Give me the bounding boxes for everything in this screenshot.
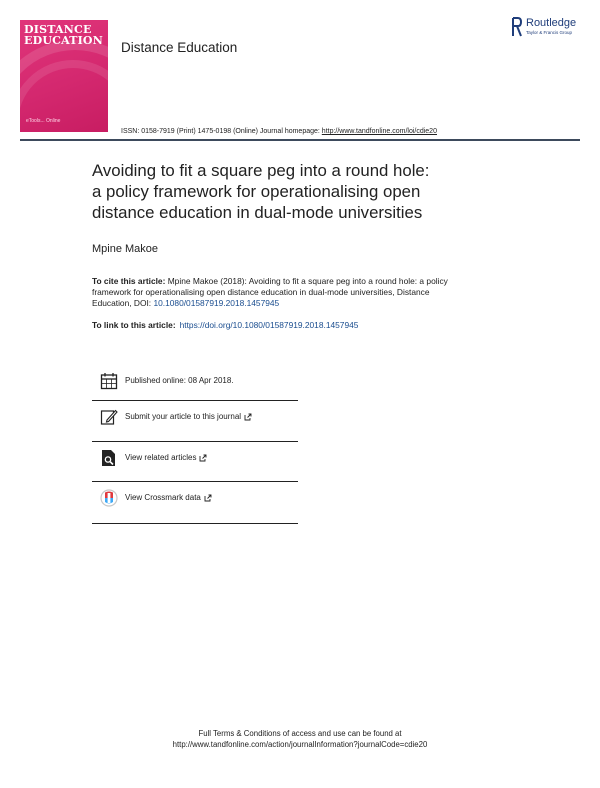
terms-url-link[interactable]: http://www.tandfonline.com/action/journalInformation?journalCode=cdie20 [172,740,428,749]
issn-line [121,128,437,135]
terms-footer [0,728,600,750]
article-title-line: Avoiding to fit a square peg into a round hole: [92,161,430,180]
citation-line [92,298,522,309]
article-author: Mpine Makoe [92,243,159,255]
link-line [92,320,358,330]
publisher-logo [511,16,595,38]
terms-text: Full Terms & Conditions of access and use can be found at [198,729,402,738]
crossmark-item[interactable] [92,481,298,524]
article-title-line: distance education in dual-mode universities [92,203,423,222]
cover-footer-text: eTools... Online [26,118,61,124]
cover-title-line1: DISTANCE [24,23,92,36]
citation-block [92,276,522,309]
external-link-icon [204,494,212,502]
crossmark-icon [100,489,118,507]
cite-label: To cite this article: [92,276,166,286]
journal-homepage-link[interactable]: http://www.tandfonline.com/loi/cdie20 [321,128,437,135]
header-divider [20,139,580,141]
submit-article-item[interactable] [92,400,298,442]
cite-doi-prefix: Education, DOI: [92,298,154,308]
related-articles-label[interactable]: View related articles [125,453,197,462]
submit-article-label[interactable]: Submit your article to this journal [125,412,242,421]
pencil-icon [100,408,118,426]
routledge-r-icon [511,16,523,38]
cite-text: Mpine Makoe (2018): Avoiding to fit a square peg into a round hole: a policy [165,276,448,286]
doi-link[interactable]: 10.1080/01587919.2018.1457945 [153,298,280,308]
published-online-label: Published online: 08 Apr 2018. [125,376,234,385]
link-label: To link to this article: [92,320,176,330]
journal-name: Distance Education [121,40,238,55]
article-title-line: a policy framework for operationalising open [92,182,421,201]
related-articles-item[interactable] [92,441,298,482]
publisher-name: Routledge [526,17,577,29]
issn-text: ISSN: 0158-7919 (Print) 1475-0198 (Online) Journal homepage: [121,128,322,135]
citation-line [92,276,522,287]
external-link-icon [199,454,207,462]
cover-title-line2: EDUCATION [24,34,103,47]
article-doi-url-link[interactable]: https://doi.org/10.1080/01587919.2018.1457945 [179,320,359,330]
publisher-tagline: Taylor & Francis Group [526,30,573,35]
calendar-icon [100,372,118,390]
article-title [92,160,532,223]
related-articles-icon [100,449,118,467]
external-link-icon [244,413,252,421]
crossmark-label[interactable]: View Crossmark data [125,493,201,502]
published-online-item [92,364,298,401]
citation-line: framework for operationalising open distance education in dual-mode universities, Distance [92,287,430,297]
journal-cover-image [20,20,108,132]
